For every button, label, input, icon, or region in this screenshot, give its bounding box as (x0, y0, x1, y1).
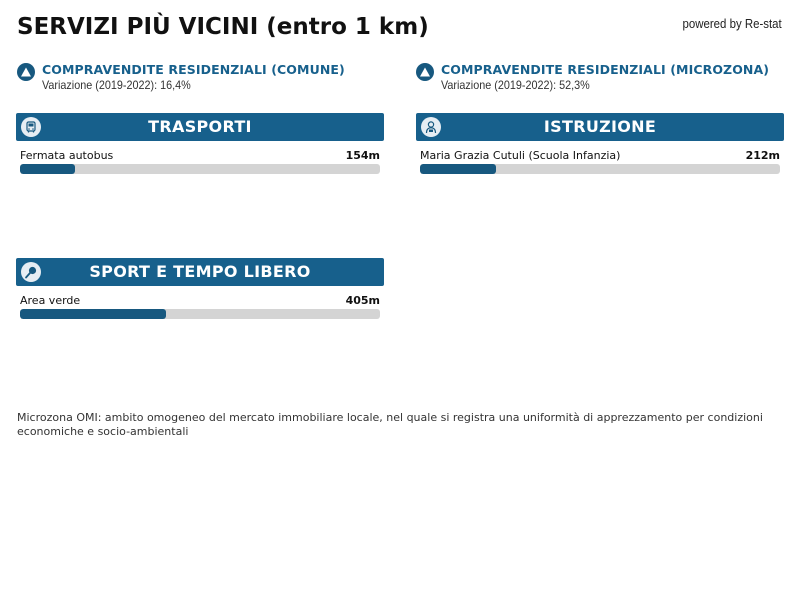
item-distance: 212m (745, 149, 780, 162)
distance-bar (20, 164, 380, 174)
item-label: Maria Grazia Cutuli (Scuola Infanzia) (420, 149, 621, 162)
section-title: SPORT E TEMPO LIBERO (89, 262, 311, 281)
section-header (16, 258, 384, 286)
section-header (416, 113, 784, 141)
item-distance: 405m (345, 294, 380, 307)
distance-bar (420, 164, 780, 174)
item-distance: 154m (345, 149, 380, 162)
item-label: Fermata autobus (20, 149, 114, 162)
distance-bar-fill (20, 309, 166, 319)
footer-note: Microzona OMI: ambito omogeneo del mercato immobiliare locale, nel quale si registra una uniformità di apprezzamento per condizioni economiche e socio-ambientali (17, 411, 763, 438)
powered-by-label: powered by Re-stat (682, 16, 782, 31)
page-title: SERVIZI PIÙ VICINI (entro 1 km) (17, 14, 429, 40)
distance-bar-fill (420, 164, 496, 174)
stat-subtitle: Variazione (2019-2022): 52,3% (441, 78, 590, 92)
stat-title: COMPRAVENDITE RESIDENZIALI (MICROZONA) (441, 62, 770, 77)
section-title: ISTRUZIONE (543, 117, 657, 136)
distance-bar (20, 309, 380, 319)
triangle-up-icon (416, 63, 434, 81)
item-label: Area verde (20, 294, 81, 307)
triangle-up-icon (17, 63, 35, 81)
stat-title: COMPRAVENDITE RESIDENZIALI (COMUNE) (42, 62, 345, 77)
distance-bar-fill (20, 164, 75, 174)
section-title: TRASPORTI (148, 117, 252, 136)
stat-subtitle: Variazione (2019-2022): 16,4% (42, 78, 191, 92)
section-header (16, 113, 384, 141)
